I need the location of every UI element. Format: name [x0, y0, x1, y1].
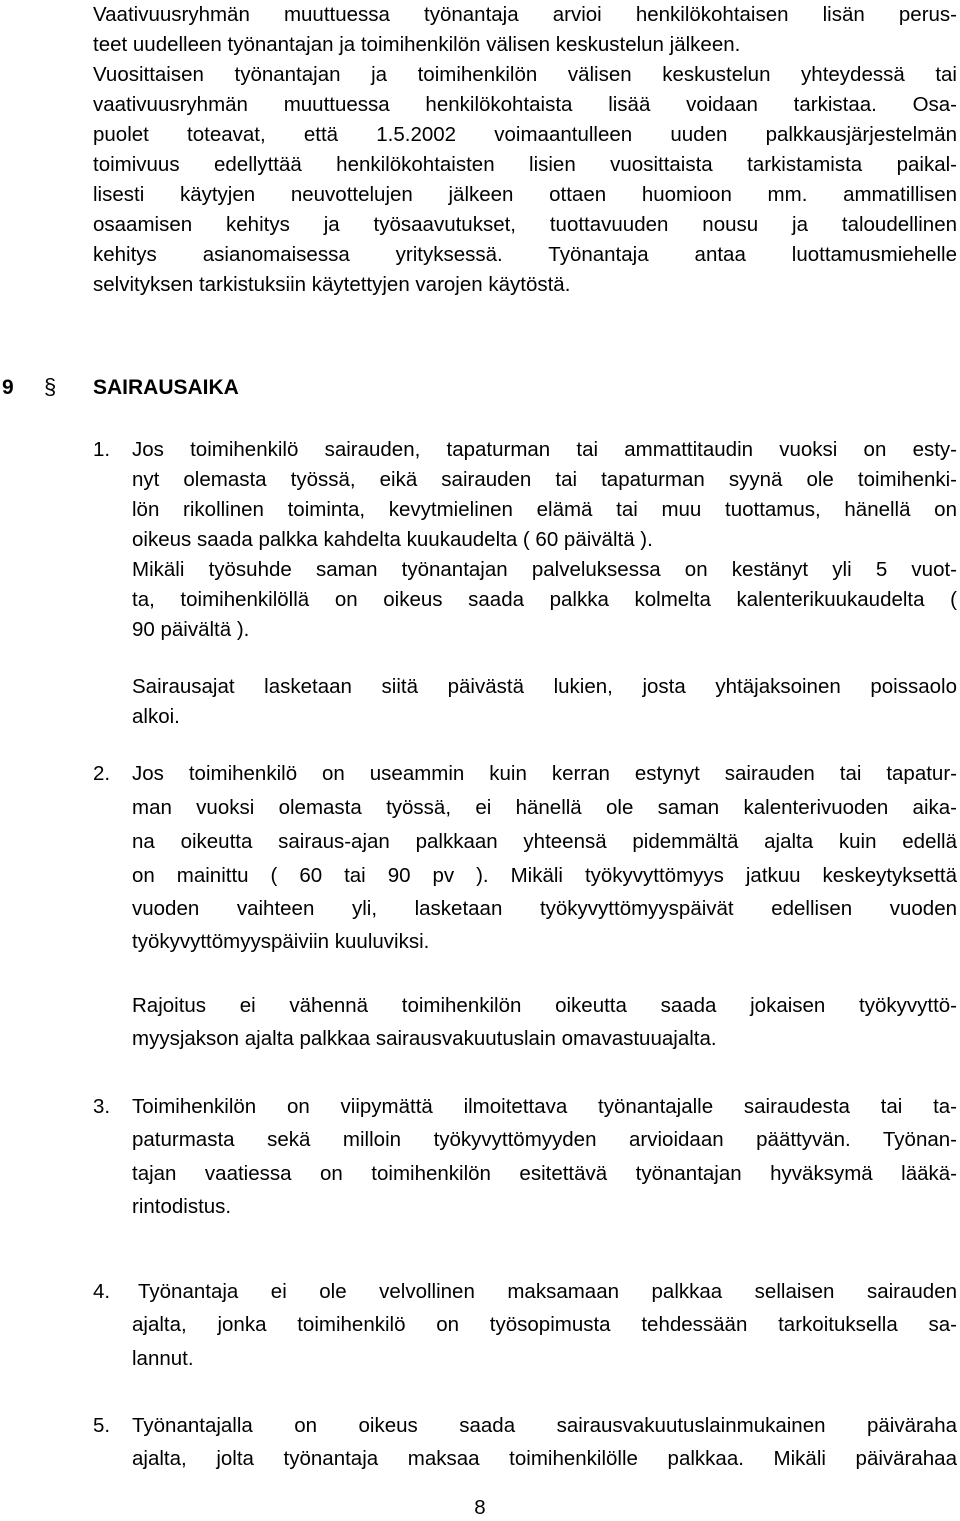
item-number: 3.: [93, 1095, 111, 1118]
text-line: puolet toteavat, että 1.5.2002 voimaantulleen uuden palkkausjärjestelmän: [93, 123, 957, 146]
text-line: 90 päivältä ).: [132, 618, 250, 641]
text-line: on mainittu ( 60 tai 90 pv ). Mikäli työkyvyttömyys jatkuu keskeytyksettä: [132, 864, 957, 887]
text-line: vaativuusryhmän muuttuessa henkilökohtaista lisää voidaan tarkistaa. Osa-: [93, 93, 957, 116]
text-line: Rajoitus ei vähennä toimihenkilön oikeutta saada jokaisen työkyvyttö-: [132, 994, 957, 1017]
text-line: rintodistus.: [132, 1195, 232, 1218]
text-line: Jos toimihenkilö sairauden, tapaturman tai ammattitaudin vuoksi on esty-: [132, 438, 957, 461]
text-line: nyt olemasta työssä, eikä sairauden tai tapaturman syynä ole toimihenki-: [132, 468, 957, 491]
text-line: kehitys asianomaisessa yrityksessä. Työnantaja antaa luottamusmiehelle: [93, 243, 957, 266]
text-line: ajalta, jonka toimihenkilö on työsopimusta tehdessään tarkoituksella sa-: [132, 1313, 957, 1336]
text-line: teet uudelleen työnantajan ja toimihenkilön välisen keskustelun jälkeen.: [93, 33, 741, 56]
section-sign: §: [44, 374, 57, 399]
text-line: paturmasta sekä milloin työkyvyttömyyden arvioidaan päättyvän. Työnan-: [132, 1128, 957, 1151]
item-number: 2.: [93, 762, 111, 785]
section-title: SAIRAUSAIKA: [93, 376, 239, 399]
text-line: Vaativuusryhmän muuttuessa työnantaja arvioi henkilökohtaisen lisän perus-: [93, 3, 957, 26]
text-line: Sairausajat lasketaan siitä päivästä lukien, josta yhtäjaksoinen poissaolo: [132, 675, 957, 698]
text-line: selvityksen tarkistuksiin käytettyjen varojen käytöstä.: [93, 273, 571, 296]
text-line: lön rikollinen toiminta, kevytmielinen elämä tai muu tuottamus, hänellä on: [132, 498, 957, 521]
text-line: lannut.: [132, 1347, 194, 1370]
text-line: työkyvyttömyyspäiviin kuuluviksi.: [132, 930, 430, 953]
page-number: 8: [474, 1496, 486, 1519]
item-number: 4.: [93, 1280, 111, 1303]
text-line: Mikäli työsuhde saman työnantajan palveluksessa on kestänyt yli 5 vuot-: [132, 558, 957, 581]
text-line: alkoi.: [132, 705, 180, 728]
text-line: lisesti käytyjen neuvottelujen jälkeen ottaen huomioon mm. ammatillisen: [93, 183, 957, 206]
item-number: 1.: [93, 438, 111, 461]
item-number: 5.: [93, 1414, 111, 1437]
text-line: vuoden vaihteen yli, lasketaan työkyvyttömyyspäivät edellisen vuoden: [132, 897, 957, 920]
text-line: toimivuus edellyttää henkilökohtaisten lisien vuosittaista tarkistamista paikal-: [93, 153, 957, 176]
text-line: oikeus saada palkka kahdelta kuukaudelta ( 60 päivältä ).: [132, 528, 653, 551]
text-line: ta, toimihenkilöllä on oikeus saada palkka kolmelta kalenterikuukaudelta (: [132, 588, 957, 611]
text-line: Työnantaja ei ole velvollinen maksamaan palkkaa sellaisen sairauden: [138, 1280, 957, 1303]
text-line: Jos toimihenkilö on useammin kuin kerran estynyt sairauden tai tapatur-: [132, 762, 957, 785]
text-line: osaamisen kehitys ja työsaavutukset, tuottavuuden nousu ja taloudellinen: [93, 213, 957, 236]
text-line: Toimihenkilön on viipymättä ilmoitettava työnantajalle sairaudesta tai ta-: [132, 1095, 957, 1118]
text-line: Vuosittaisen työnantajan ja toimihenkilön välisen keskustelun yhteydessä tai: [93, 63, 957, 86]
text-line: tajan vaatiessa on toimihenkilön esitettävä työnantajan hyväksymä lääkä-: [132, 1162, 957, 1185]
section-number: 9: [2, 376, 14, 399]
text-line: man vuoksi olemasta työssä, ei hänellä ole saman kalenterivuoden aika-: [132, 796, 957, 819]
text-line: Työnantajalla on oikeus saada sairausvakuutuslainmukainen päiväraha: [132, 1414, 957, 1437]
text-line: ajalta, jolta työnantaja maksaa toimihenkilölle palkkaa. Mikäli päivärahaa: [132, 1447, 957, 1470]
text-line: na oikeutta sairaus-ajan palkkaan yhteensä pidemmältä ajalta kuin edellä: [132, 830, 957, 853]
text-line: myysjakson ajalta palkkaa sairausvakuutuslain omavastuuajalta.: [132, 1027, 717, 1050]
